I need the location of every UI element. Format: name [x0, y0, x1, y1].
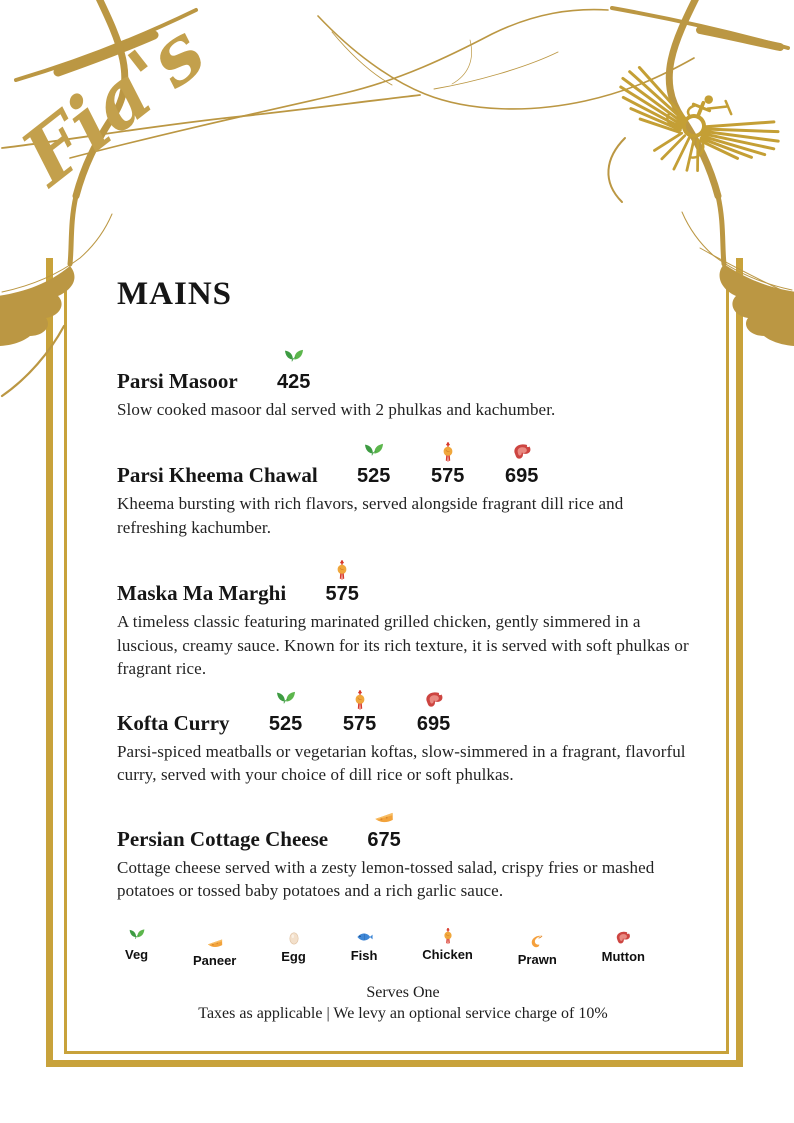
legend-label: Chicken [422, 946, 473, 962]
price-option [264, 689, 308, 734]
menu-item [117, 441, 689, 539]
legend-item [518, 932, 557, 968]
item-description: Parsi-spiced meatballs or vegetarian koftas, slow-simmered in a fragrant, flavorful curry, served with your choice of dill rice or soft phulkas. [117, 741, 686, 785]
cheese-icon [373, 805, 395, 827]
leaf-icon [128, 927, 146, 945]
legend-item [125, 927, 148, 968]
item-description: Slow cooked masoor dal served with 2 phulkas and kachumber. [117, 400, 556, 419]
serves-note: Serves One [366, 983, 440, 1001]
price-option [362, 805, 406, 850]
prawn-icon [528, 932, 546, 950]
rooster-icon [439, 927, 457, 945]
curtain-drape-right [720, 264, 794, 346]
rooster-icon [331, 559, 353, 581]
legend-item [602, 929, 645, 968]
price-value: 525 [268, 712, 303, 735]
taxes-note: Taxes as applicable | We levy an optional service charge of 10% [198, 1004, 608, 1022]
price-option [352, 441, 396, 486]
legend-label: Fish [350, 947, 378, 963]
price-option [500, 441, 544, 486]
legend-label: Mutton [601, 948, 645, 964]
price-value: 525 [356, 465, 391, 488]
menu-item [117, 347, 689, 421]
legend-label: Paneer [193, 952, 237, 968]
price-option [426, 441, 470, 486]
menu-content [117, 276, 689, 1026]
price-value: 575 [342, 712, 377, 735]
menu-item [117, 559, 689, 680]
meat-icon [614, 929, 632, 947]
menu-footer [117, 984, 689, 1023]
price-option [338, 689, 382, 734]
section-title: MAINS [117, 276, 233, 312]
legend-item [351, 928, 378, 968]
item-name: Kofta Curry [117, 710, 230, 735]
price-option [412, 689, 456, 734]
legend-item [193, 933, 236, 968]
leaf-icon [363, 441, 385, 463]
dietary-legend [125, 927, 645, 968]
legend-label: Egg [281, 948, 306, 964]
menu-item [117, 805, 689, 903]
price-value: 695 [416, 712, 451, 735]
fish-icon [355, 928, 373, 946]
item-name: Persian Cottage Cheese [117, 826, 329, 851]
price-option [320, 559, 364, 604]
item-name: Maska Ma Marghi [117, 581, 287, 606]
item-description: Kheema bursting with rich flavors, served alongside fragrant dill rice and refreshing kachumber. [117, 494, 624, 537]
item-description: A timeless classic featuring marinated grilled chicken, gently simmered in a luscious, creamy sauce. Known for its rich texture, it is served with soft phulkas or fragrant rice. [117, 612, 689, 679]
rooster-icon [349, 689, 371, 711]
egg-icon [285, 929, 303, 947]
curtain-drape-left [0, 266, 74, 346]
price-value: 675 [367, 828, 401, 851]
cheese-icon [206, 933, 224, 951]
meat-icon [511, 441, 533, 463]
legend-item [422, 927, 473, 968]
meat-icon [423, 689, 445, 711]
menu-item [117, 689, 689, 787]
item-name: Parsi Masoor [117, 368, 238, 393]
price-value: 575 [430, 465, 465, 488]
leaf-icon [283, 347, 305, 369]
price-value: 695 [504, 465, 539, 488]
item-description: Cottage cheese served with a zesty lemon-tossed salad, crispy fries or mashed potatoes or tossed baby potatoes and a rich garlic sauce. [117, 857, 655, 901]
rooster-icon [437, 441, 459, 463]
item-name: Parsi Kheema Chawal [117, 463, 318, 488]
fias-logo: Fia's [5, 6, 222, 203]
legend-label: Prawn [517, 951, 557, 967]
price-value: 575 [325, 583, 359, 606]
legend-label: Veg [125, 946, 149, 962]
leaf-icon [275, 689, 297, 711]
price-value: 425 [277, 371, 311, 393]
price-option [272, 347, 316, 392]
legend-item [281, 929, 306, 968]
